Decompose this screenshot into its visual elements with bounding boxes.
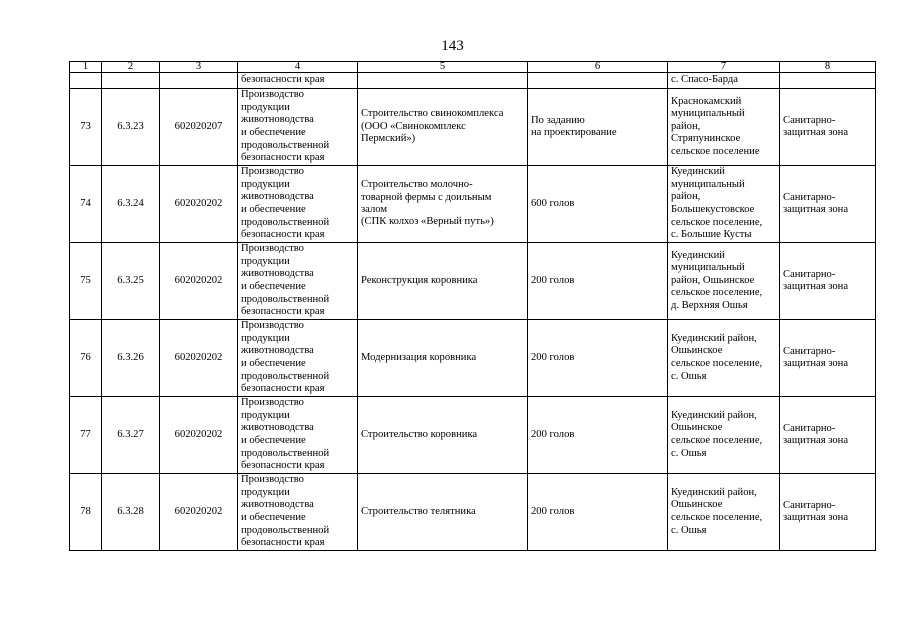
row-id: 602020202 <box>160 243 238 320</box>
row-zone: Санитарно- защитная зона <box>780 89 876 166</box>
table-row <box>70 89 876 166</box>
column-number: 3 <box>160 62 238 73</box>
row-id: 602020202 <box>160 397 238 474</box>
empty-cell <box>70 73 102 89</box>
column-number: 2 <box>102 62 160 73</box>
row-number: 74 <box>70 166 102 243</box>
row-object: Строительство телятника <box>358 474 528 551</box>
row-id: 602020202 <box>160 474 238 551</box>
row-purpose: Производство продукции животноводства и обеспечение продовольственной безопасности края <box>238 166 358 243</box>
row-id: 602020207 <box>160 89 238 166</box>
page-number: 143 <box>441 38 464 54</box>
row-object: Строительство молочно- товарной фермы с доильным залом (СПК колхоз «Верный путь») <box>358 166 528 243</box>
row-location: Куединский район, Ошьинское сельское поселение, с. Ошья <box>668 397 780 474</box>
row-id: 602020202 <box>160 320 238 397</box>
table-row <box>70 243 876 320</box>
row-id: 602020202 <box>160 166 238 243</box>
empty-cell <box>102 73 160 89</box>
table-row <box>70 166 876 243</box>
row-capacity: 200 голов <box>528 474 668 551</box>
row-purpose: Производство продукции животноводства и обеспечение продовольственной безопасности края <box>238 89 358 166</box>
row-code: 6.3.25 <box>102 243 160 320</box>
row-zone: Санитарно- защитная зона <box>780 243 876 320</box>
continuation-row <box>70 73 876 89</box>
empty-cell <box>780 73 876 89</box>
row-capacity: 600 голов <box>528 166 668 243</box>
row-location: Куединский район, Ошьинское сельское поселение, с. Ошья <box>668 320 780 397</box>
row-code: 6.3.26 <box>102 320 160 397</box>
row-purpose: Производство продукции животноводства и обеспечение продовольственной безопасности края <box>238 243 358 320</box>
row-number: 78 <box>70 474 102 551</box>
location-continuation: с. Спасо-Барда <box>668 73 780 89</box>
column-number: 6 <box>528 62 668 73</box>
row-number: 73 <box>70 89 102 166</box>
empty-cell <box>358 73 528 89</box>
row-zone: Санитарно- защитная зона <box>780 320 876 397</box>
row-object: Строительство свинокомплекса (ООО «Свинокомплекс Пермский») <box>358 89 528 166</box>
row-number: 76 <box>70 320 102 397</box>
row-zone: Санитарно- защитная зона <box>780 397 876 474</box>
column-number: 7 <box>668 62 780 73</box>
row-zone: Санитарно- защитная зона <box>780 166 876 243</box>
data-table <box>69 61 876 551</box>
empty-cell <box>528 73 668 89</box>
column-number-row <box>70 62 876 73</box>
row-location: Куединский муниципальный район, Ошьинское сельское поселение, д. Верхняя Ошья <box>668 243 780 320</box>
row-code: 6.3.28 <box>102 474 160 551</box>
row-object: Строительство коровника <box>358 397 528 474</box>
row-capacity: 200 голов <box>528 397 668 474</box>
table-row <box>70 397 876 474</box>
table-row <box>70 474 876 551</box>
empty-cell <box>160 73 238 89</box>
row-object: Модернизация коровника <box>358 320 528 397</box>
column-number: 1 <box>70 62 102 73</box>
row-location: Краснокамский муниципальный район, Стряпунинское сельское поселение <box>668 89 780 166</box>
row-capacity: По заданию на проектирование <box>528 89 668 166</box>
row-code: 6.3.24 <box>102 166 160 243</box>
row-purpose: Производство продукции животноводства и обеспечение продовольственной безопасности края <box>238 474 358 551</box>
table-row <box>70 320 876 397</box>
row-zone: Санитарно- защитная зона <box>780 474 876 551</box>
row-code: 6.3.27 <box>102 397 160 474</box>
row-capacity: 200 голов <box>528 320 668 397</box>
row-capacity: 200 голов <box>528 243 668 320</box>
purpose-continuation: безопасности края <box>238 73 358 89</box>
row-location: Куединский муниципальный район, Большекустовское сельское поселение, с. Большие Кусты <box>668 166 780 243</box>
row-number: 77 <box>70 397 102 474</box>
row-object: Реконструкция коровника <box>358 243 528 320</box>
row-purpose: Производство продукции животноводства и обеспечение продовольственной безопасности края <box>238 397 358 474</box>
row-code: 6.3.23 <box>102 89 160 166</box>
row-purpose: Производство продукции животноводства и обеспечение продовольственной безопасности края <box>238 320 358 397</box>
row-location: Куединский район, Ошьинское сельское поселение, с. Ошья <box>668 474 780 551</box>
row-number: 75 <box>70 243 102 320</box>
column-number: 4 <box>238 62 358 73</box>
column-number: 8 <box>780 62 876 73</box>
column-number: 5 <box>358 62 528 73</box>
